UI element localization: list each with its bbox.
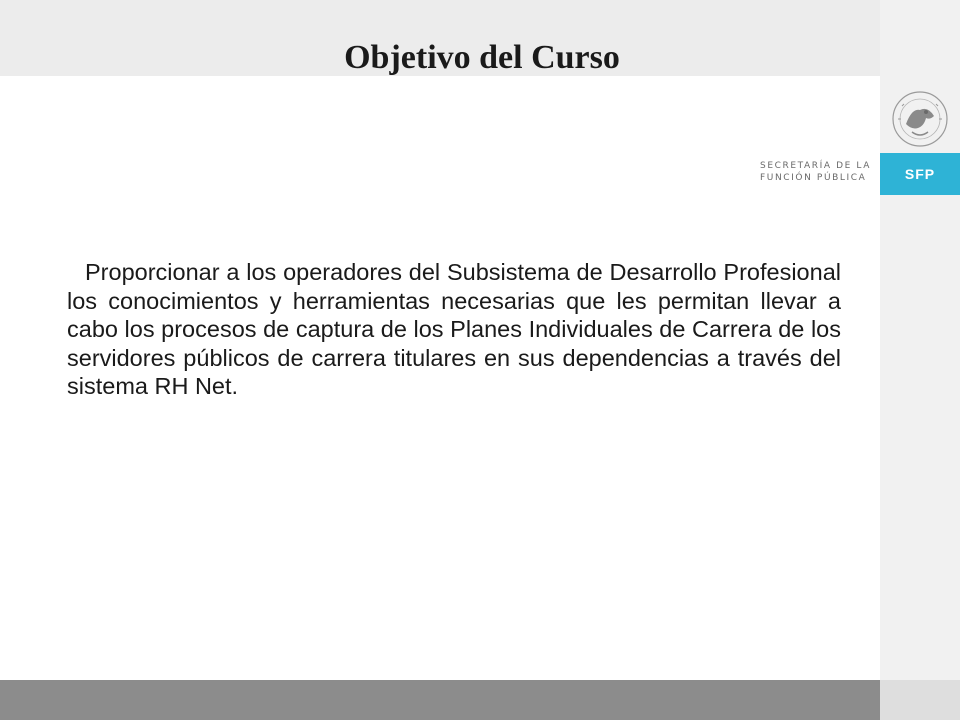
footer-band: [0, 680, 880, 720]
sfp-badge: SFP: [880, 153, 960, 195]
mexico-seal-icon: [882, 86, 958, 152]
secretaria-label: [760, 160, 878, 184]
secretaria-line-1: SECRETARÍA DE LA: [760, 161, 871, 171]
slide-title: Objetivo del Curso: [344, 39, 620, 76]
objective-paragraph: Proporcionar a los operadores del Subsistema de Desarrollo Profesional los conocimientos y herramientas necesarias que les permitan llevar a cabo los procesos de captura de los Planes Individuales de Carrera de los servidores públicos de carrera titulares en sus dependencias a través del sistema RH Net.: [67, 259, 841, 399]
secretaria-line-2: FUNCIÓN PÚBLICA: [760, 173, 867, 183]
footer-corner: [880, 680, 960, 720]
